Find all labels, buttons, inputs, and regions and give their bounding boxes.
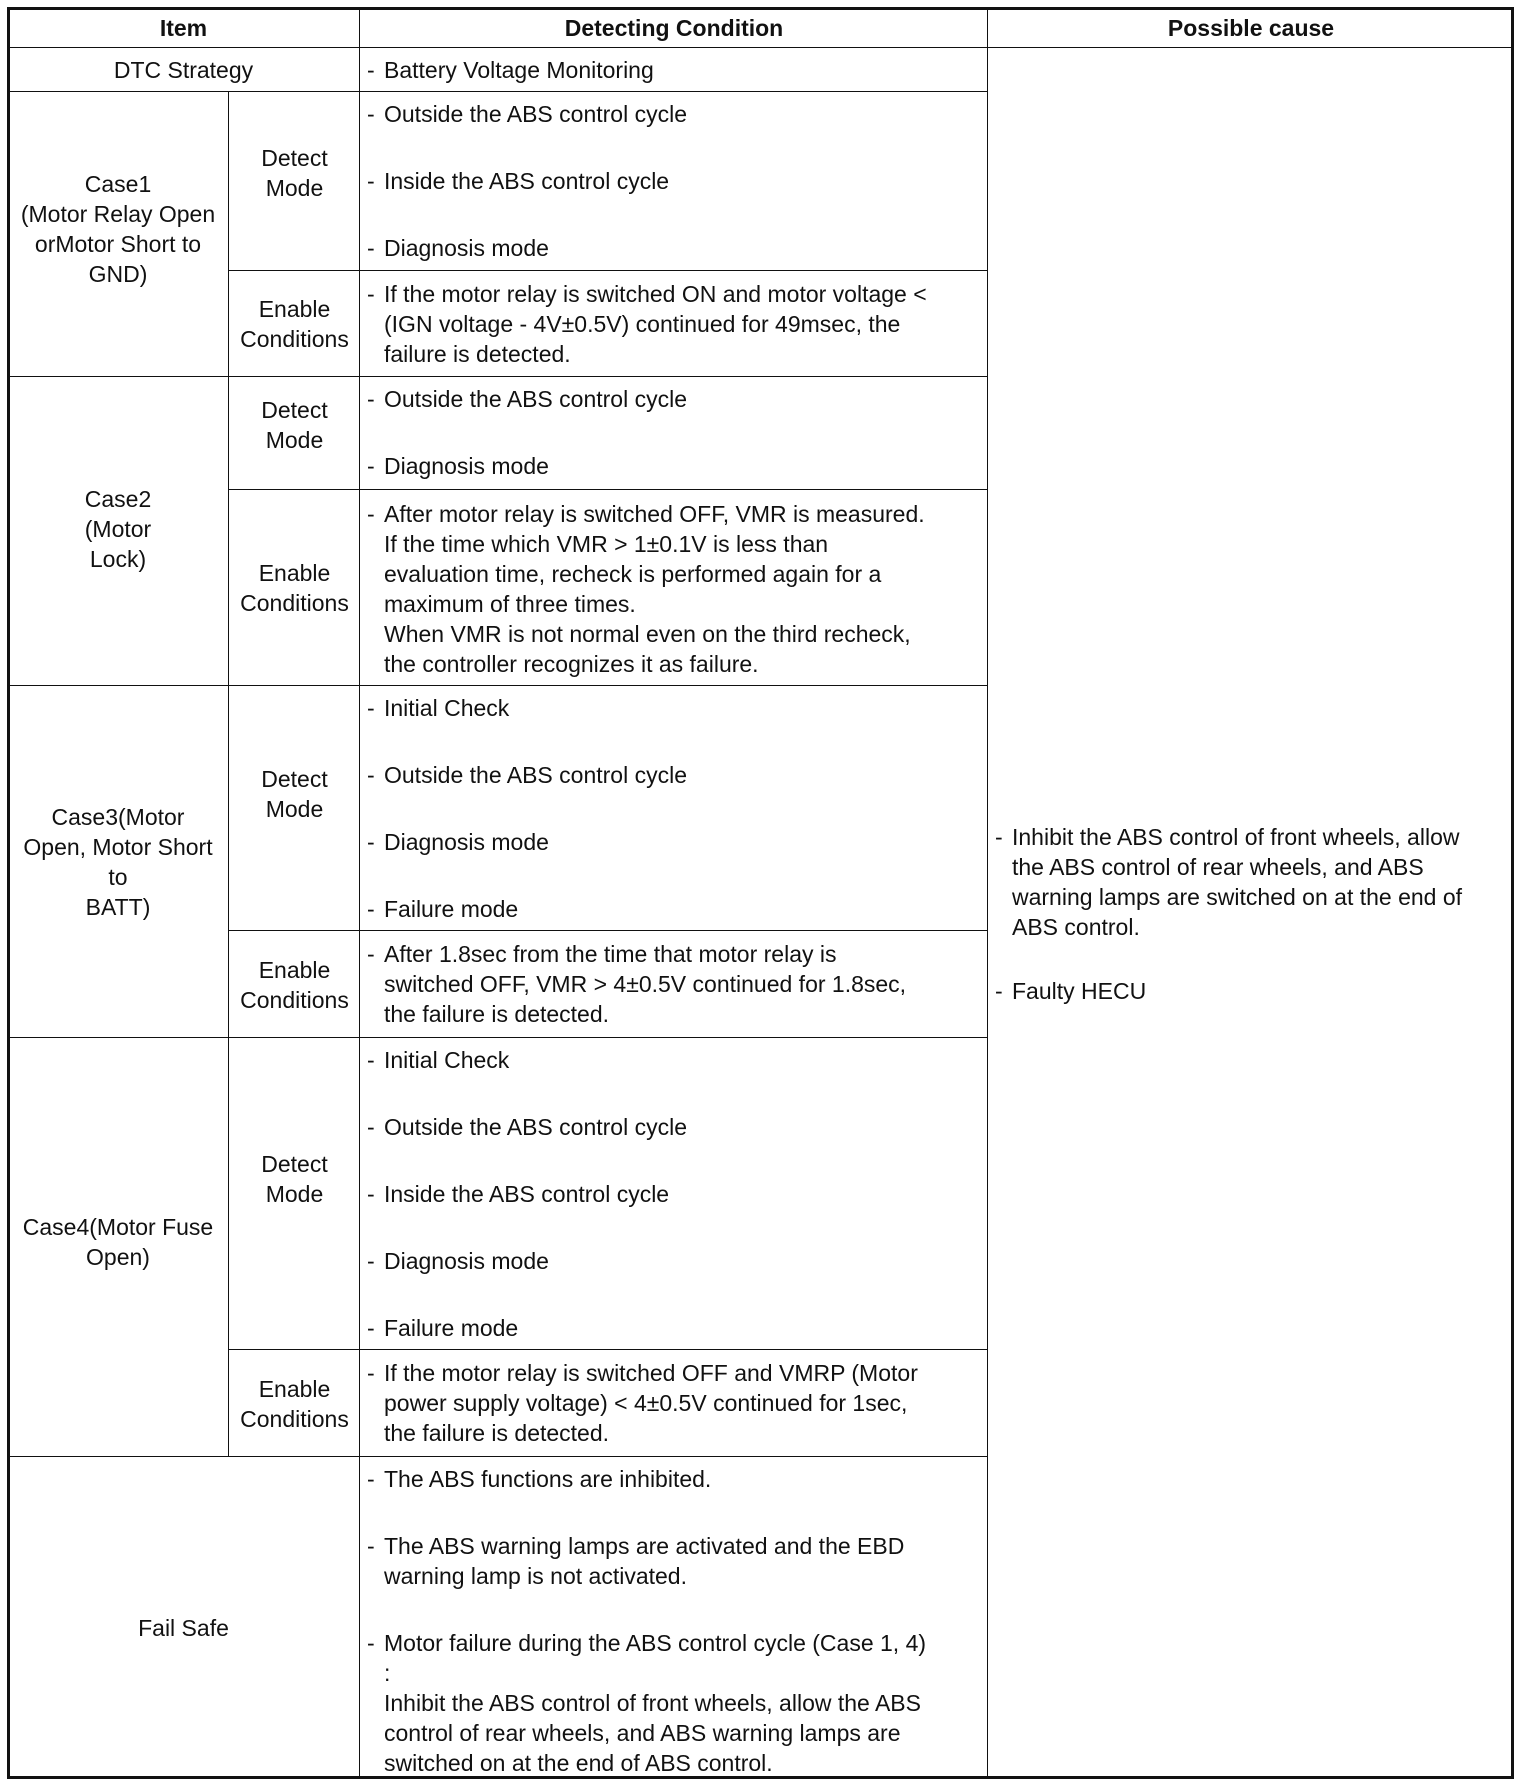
dtc-strategy-condition: - Battery Voltage Monitoring bbox=[367, 57, 654, 83]
dtc-strategy-label: DTC Strategy bbox=[113, 57, 254, 83]
case3-enable-label: Enable Conditions bbox=[240, 956, 349, 1013]
list-item: - Inside the ABS control cycle bbox=[367, 168, 670, 194]
case2-enable-label: Enable Conditions bbox=[240, 560, 349, 616]
dtc-table bbox=[7, 7, 1514, 1779]
row-rule bbox=[229, 489, 988, 490]
list-item: - Outside the ABS control cycle bbox=[367, 386, 687, 412]
case3-enable-text: - After 1.8sec from the time that motor relay is switched OFF, VMR > 4±0.5V continued for 1.8sec, the failure is detected. bbox=[367, 941, 907, 1027]
list-item: - Faulty HECU bbox=[995, 978, 1147, 1004]
case1-label: Case1 (Motor Relay Open orMotor Short to GND) bbox=[20, 170, 216, 287]
row-rule bbox=[229, 1349, 988, 1350]
case2-enable-text: - After motor relay is switched OFF, VMR is measured. If the time which VMR > 1±0.1V is less than evaluation time, recheck is performed again for a maximum of three times. When VMR is not normal even on the third recheck, the controller recognizes it as failure. bbox=[367, 501, 925, 677]
case3-detect-list bbox=[360, 686, 988, 931]
header-item: Item bbox=[159, 14, 208, 41]
case1-detect-label: Detect Mode bbox=[261, 144, 328, 201]
list-item: - Inside the ABS control cycle bbox=[367, 1181, 670, 1207]
col-rule-sub bbox=[228, 92, 229, 1457]
list-item: - Diagnosis mode bbox=[367, 1248, 549, 1274]
list-item: - The ABS warning lamps are activated and the EBD warning lamp is not activated. bbox=[367, 1533, 905, 1589]
list-item: - The ABS functions are inhibited. bbox=[367, 1466, 712, 1492]
list-item: - Inhibit the ABS control of front wheels, allow the ABS control of rear wheels, and ABS warning lamps are switched on at the end of ABS control. bbox=[995, 824, 1463, 940]
list-item: - Initial Check bbox=[367, 1047, 510, 1073]
row-rule bbox=[229, 270, 988, 271]
header-detecting-condition: Detecting Condition bbox=[564, 14, 784, 41]
case4-label: Case4(Motor Fuse Open) bbox=[22, 1213, 214, 1270]
case1-detect-list bbox=[360, 92, 988, 271]
col-rule-detecting bbox=[359, 7, 360, 1779]
failsafe-list bbox=[360, 1457, 988, 1779]
row-rule bbox=[7, 376, 988, 377]
list-item: - Diagnosis mode bbox=[367, 829, 549, 855]
list-item: - Diagnosis mode bbox=[367, 235, 549, 261]
case3-detect-label: Detect Mode bbox=[261, 765, 328, 822]
row-rule bbox=[7, 1456, 988, 1457]
case2-detect-list bbox=[360, 377, 988, 490]
case4-detect-list bbox=[360, 1038, 988, 1350]
list-item: - Outside the ABS control cycle bbox=[367, 762, 687, 788]
case2-detect-label: Detect Mode bbox=[261, 396, 328, 453]
border-top bbox=[7, 7, 1514, 10]
failsafe-label: Fail Safe bbox=[138, 1615, 229, 1641]
list-item: - Outside the ABS control cycle bbox=[367, 101, 687, 127]
case4-enable-text: - If the motor relay is switched OFF and VMRP (Motor power supply voltage) < 4±0.5V continued for 1sec, the failure is detected. bbox=[367, 1360, 918, 1446]
border-left bbox=[7, 7, 10, 1779]
case3-label: Case3(Motor Open, Motor Short to BATT) bbox=[23, 804, 213, 920]
list-item: - Diagnosis mode bbox=[367, 453, 549, 479]
list-item: - Outside the ABS control cycle bbox=[367, 1114, 687, 1140]
case1-enable-text: - If the motor relay is switched ON and motor voltage < (IGN voltage - 4V±0.5V) continued for 49msec, the failure is detected. bbox=[367, 281, 927, 367]
row-rule bbox=[7, 685, 988, 686]
case1-enable-label: Enable Conditions bbox=[240, 296, 349, 352]
case4-detect-label: Detect Mode bbox=[261, 1151, 328, 1207]
col-rule-cause bbox=[987, 7, 988, 1779]
border-bottom bbox=[7, 1776, 1514, 1779]
list-item: - Failure mode bbox=[367, 896, 519, 922]
possible-cause-list bbox=[988, 48, 1514, 1779]
case2-label: Case2 (Motor Lock) bbox=[84, 485, 152, 572]
row-rule bbox=[7, 1037, 988, 1038]
list-item: - Failure mode bbox=[367, 1315, 519, 1341]
case4-enable-label: Enable Conditions bbox=[240, 1375, 349, 1432]
header-possible-cause: Possible cause bbox=[1167, 14, 1335, 41]
row-rule bbox=[7, 91, 988, 92]
row-rule bbox=[229, 930, 988, 931]
list-item: - Initial Check bbox=[367, 695, 510, 721]
list-item: - Motor failure during the ABS control cycle (Case 1, 4) : Inhibit the ABS control of front wheels, allow the ABS control of rear wheels, and ABS warning lamps are switched on at the end of ABS control. bbox=[367, 1630, 927, 1776]
border-right bbox=[1511, 7, 1514, 1779]
header-rule bbox=[7, 47, 1514, 48]
